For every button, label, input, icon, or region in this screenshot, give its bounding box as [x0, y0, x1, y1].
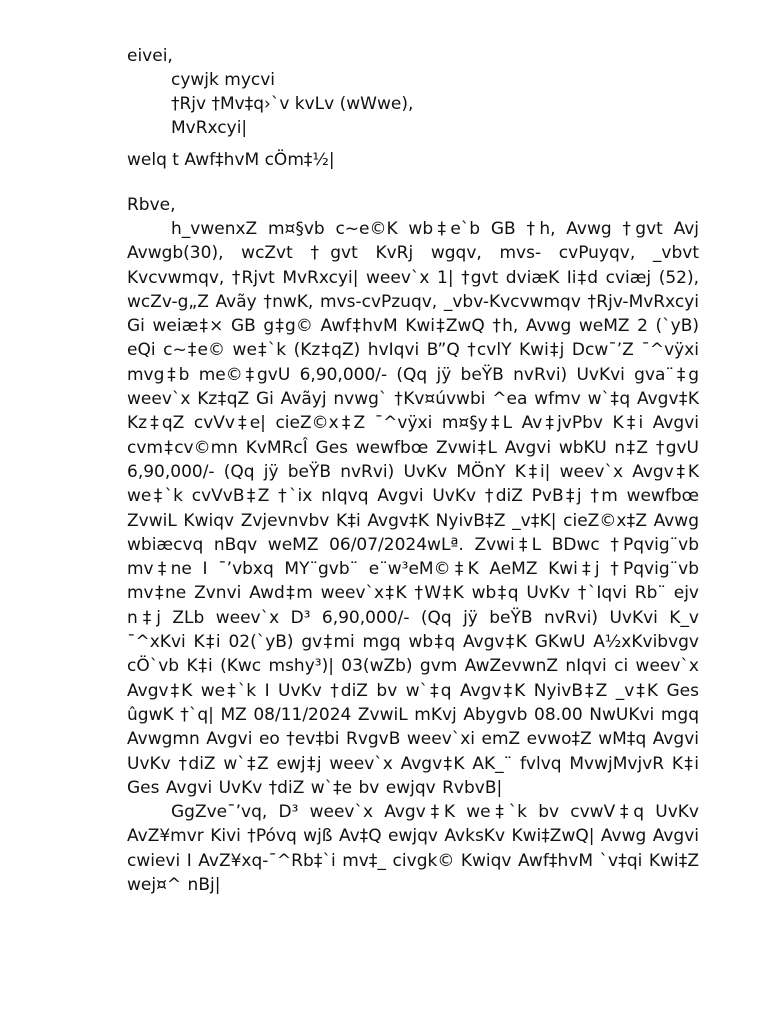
recipient-address	[127, 44, 699, 140]
subject-block	[127, 148, 699, 172]
subject-line: welq t Awf‡hvM cÖm‡½|	[127, 150, 335, 170]
address-line-city: MvRxcyi|	[171, 118, 248, 138]
address-line-designation: cywjk mycvi	[171, 70, 276, 90]
letter-body	[127, 217, 699, 897]
address-to: eivei,	[127, 46, 173, 66]
body-paragraph: GgZve¯’vq, D³ weev`x Avgv‡K we‡`k bv cvwV‡q UvKv AvZ¥mvr Kivi †Póvq wjß Av‡Q ewjqv AvksKv Kwi‡ZwQ| Avwg Avgvi cwievi I AvZ¥xq-¯^Rb‡`i mv‡_ civgk© Kwiqv Awf‡hvM `v‡qi Kwi‡Z wej¤^ nBj|	[127, 802, 699, 896]
body-paragraph: h_vwenxZ m¤§vb c~e©K wb‡e`b GB †h, Avwg †gvt Avj Avwgb(30), wcZvt †gvt KvRj wgqv, mvs- cvPuyqv, _vbvt Kvcvwmqv, †Rjvt MvRxcyi| weev`x 1| †gvt dviæK Ii‡d cviæj (52), wcZv-g„Z Avãy †nwK, mvs-cvPzuqv, _vbv-Kvcvwmqv †Rjv-MvRxcyi Gi weiæ‡× GB g‡g© Awf‡hvM Kwi‡ZwQ †h, Avwg weMZ 2 (`yB) eQi c~‡e© we‡`k (Kz‡qZ) hvIqvi B”Q †cvlY Kwi‡j Dcw¯’Z ¯^vÿxi mvg‡b me©‡gvU 6,90,000/- (Qq jÿ beŸB nvRvi) UvKvi gva¨‡g weev`x Kz‡qZ Gi Avãyj nvwg` †Kv¤úvwbi ^ea wfmv w`‡q Avgv‡K Kz‡qZ cvVv‡e| cieZ©x‡Z ¯^vÿxi m¤§y‡L Av‡jvPbv K‡i Avgvi cvm‡cv©mn KvMRcÎ Ges wewfbœ Zvwi‡L Avgvi wbKU n‡Z †gvU 6,90,000/- (Qq jÿ beŸB nvRvi) UvKv MÖnY K‡i| weev`x Avgv‡K we‡`k cvVvB‡Z †`ix nIqvq Avgvi UvKv †diZ PvB‡j †m wewfbœ ZvwiL Kwiqv Zvjevnvbv K‡i Avgv‡K NyivB‡Z _v‡K| cieZ©x‡Z Avwg wbiæcvq nBqv weMZ 06/07/2024wLª. Zvwi‡L BDwc †Pqvig¨vb mv‡ne I ¯’vbxq MY¨gvb¨ e¨w³eM©‡K AeMZ Kwi‡j †Pqvig¨vb mv‡ne Zvnvi Awd‡m weev`x‡K †W‡K wb‡q UvKv †`Iqvi Rb¨ ejv n‡j ZLb weev`x D³ 6,90,000/- (Qq jÿ beŸB nvRvi) UvKvi K_v ¯^xKvi K‡i 02(`yB) gv‡mi mgq wb‡q Avgv‡K GKwU A½xKvibvgv cÖ`vb K‡i (Kwc mshy³)| 03(wZb) gvm AwZevwnZ nIqvi ci weev`x Avgv‡K we‡`k I UvKv †diZ bv w`‡q Avgv‡K NyivB‡Z _v‡K Ges ûgwK †`q| MZ 08/11/2024 ZvwiL mKvj Abygvb 08.00 NwUKvi mgq Avwgmn Avgvi eo †ev‡bi RvgvB weev`xi emZ evwo‡Z wM‡q Avgvi UvKv †diZ w`‡Z ewj‡j weev`x Avgv‡K AK_¨ fvlvq MvwjMvjvR K‡i Ges Avgvi UvKv †diZ w`‡e bv ewjqv RvbvB|	[127, 219, 699, 798]
salutation: Rbve,	[127, 195, 176, 215]
salutation-block	[127, 193, 699, 217]
address-line-office: †Rjv †Mv‡q›`v kvLv (wWwe),	[171, 94, 414, 114]
